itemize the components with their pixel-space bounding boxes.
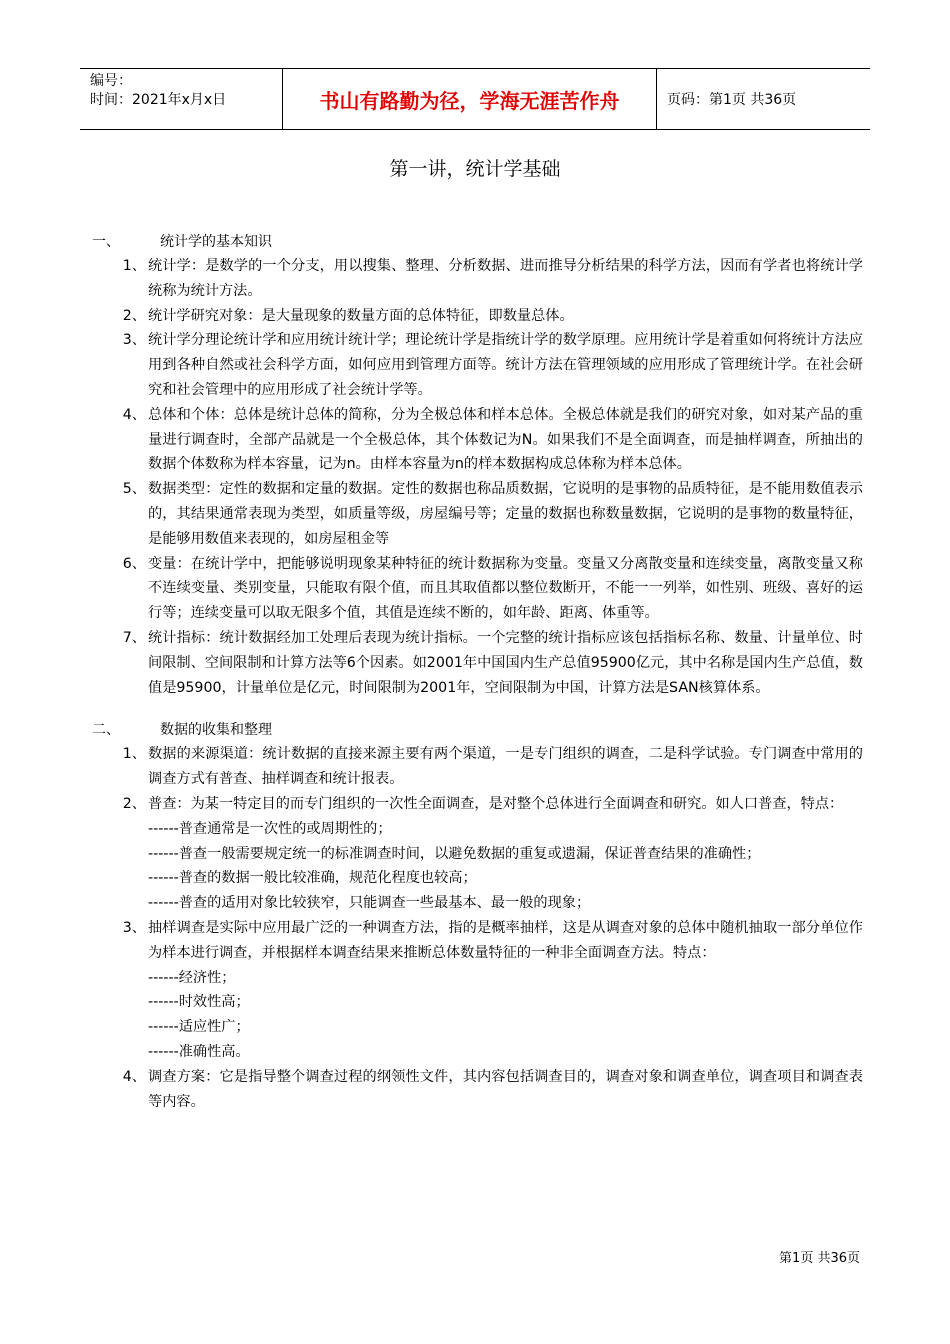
- header-page-info: 页码：第1页 共36页: [667, 92, 797, 108]
- bullet-line: ------准确性高。: [148, 1043, 250, 1060]
- list-item-text: 数据类型：定性的数据和定量的数据。定性的数据也称品质数据，它说明的是事物的品质特征，是不能用数值表示的，其结果通常表现为类型，如质量等级，房屋编号等；定量的数据也称数量数据，它说明的是事物的数量特征，是能够用数值来表现的，如房屋租金等: [148, 481, 863, 547]
- list-item-text: 抽样调查是实际中应用最广泛的一种调查方法，指的是概率抽样，这是从调查对象的总体中随机抽取一部分单位作为样本进行调查，并根据样本调查结果来推断总体数量特征的一种非全面调查方法。特点：: [148, 919, 863, 961]
- list-item-text: 统计学：是数学的一个分支，用以搜集、整理、分析数据、进而推导分析结果的科学方法，因而有学者也将统计学统称为统计方法。: [148, 258, 863, 299]
- list-item-number: 4、: [122, 406, 146, 423]
- list-item: [92, 916, 872, 966]
- page-header: [80, 68, 870, 130]
- list-item-text: 变量：在统计学中，把能够说明现象某种特征的统计数据称为变量。变量又分离散变量和连续变量，离散变量又称不连续变量、类别变量，只能取有限个值，而且其取值都以整位数断开，不能一一列举，如性别、班级、喜好的运行等；连续变量可以取无限多个值，其值是连续不断的，如年龄、距离、体重等。: [148, 555, 863, 622]
- time-label: 时间：2021年x月x日: [90, 92, 227, 108]
- page-title: 第一讲，统计学基础: [389, 158, 561, 180]
- bullet-line: ------普查的数据一般比较准确，规范化程度也较高；: [148, 870, 477, 887]
- bullet-line: ------时效性高；: [148, 994, 250, 1011]
- list-item: [92, 742, 872, 792]
- list-item-number: 4、: [122, 1068, 146, 1085]
- list-item: [92, 328, 872, 402]
- list-item-number: 3、: [122, 919, 146, 936]
- list-item: [92, 403, 872, 477]
- list-item: [92, 626, 872, 700]
- list-item-text: 普查：为某一特定目的而专门组织的一次性全面调查，是对整个总体进行全面调查和研究。如人口普查，特点：: [148, 795, 844, 812]
- list-item: [92, 792, 872, 817]
- list-item: [92, 254, 872, 304]
- list-item: [92, 477, 872, 551]
- header-meta: [80, 69, 282, 129]
- section-number: 一、: [92, 234, 120, 250]
- list-item-text: 总体和个体：总体是统计总体的简称，分为全极总体和样本总体。全极总体就是我们的研究对象，如对某产品的重量进行调查时，全部产品就是一个全极总体，其个体数记为N。如果我们不是全面调查，而是抽样调查，所抽出的数据个体数称为样本容量，记为n。由样本容量为n的样本数据构成总体称为样本总体。: [148, 406, 863, 473]
- list-item-text: 调查方案：它是指导整个调查过程的纲领性文件，其内容包括调查目的，调查对象和调查单位，调查项目和调查表等内容。: [148, 1068, 863, 1110]
- list-item-number: 2、: [122, 795, 146, 812]
- page-footer: 第1页 共36页: [779, 1251, 860, 1266]
- list-item-text: 统计学研究对象：是大量现象的数量方面的总体特征，即数量总体。: [148, 307, 574, 324]
- list-item-number: 7、: [122, 629, 146, 646]
- section-title: 统计学的基本知识: [160, 234, 272, 250]
- header-motto: 书山有路勤为径，学海无涯苦作舟: [282, 69, 657, 129]
- document-body: [92, 230, 872, 1132]
- section-heading: [92, 230, 872, 254]
- list-item-number: 1、: [122, 746, 146, 763]
- number-label: 编号：: [90, 73, 132, 89]
- list-item: [92, 552, 872, 626]
- list-item-number: 6、: [122, 555, 146, 572]
- section: [92, 718, 872, 1114]
- list-item-text: 统计指标：统计数据经加工处理后表现为统计指标。一个完整的统计指标应该包括指标名称、数量、计量单位、时间限制、空间限制和计算方法等6个因素。如2001年中国国内生产总值95900亿元，其中名称是国内生产总值，数值是95900，计量单位是亿元，时间限制为2001年，空间限制为中国，计算方法是SAN核算体系。: [148, 629, 863, 696]
- list-item-text: 数据的来源渠道：统计数据的直接来源主要有两个渠道，一是专门组织的调查，二是科学试验。专门调查中常用的调查方式有普查、抽样调查和统计报表。: [148, 746, 863, 788]
- list-item-number: 5、: [122, 481, 146, 498]
- list-item-number: 2、: [122, 307, 146, 324]
- bullet-line: ------普查通常是一次性的或周期性的；: [148, 820, 392, 837]
- list-item-text: 统计学分理论统计学和应用统计统计学；理论统计学是指统计学的数学原理。应用统计学是着重如何将统计方法应用到各种自然或社会科学方面，如何应用到管理方面等。统计方法在管理领域的应用形成了管理统计学。在社会研究和社会管理中的应用形成了社会统计学等。: [148, 332, 863, 398]
- bullet-line: ------普查的适用对象比较狭窄，只能调查一些最基本、最一般的现象；: [148, 895, 591, 912]
- list-item: [92, 1065, 872, 1115]
- bullet-line: ------适应性广；: [148, 1019, 250, 1036]
- section: [92, 230, 872, 700]
- list-item-number: 1、: [122, 258, 146, 274]
- section-number: 二、: [92, 722, 120, 739]
- bullet-line: ------经济性；: [148, 969, 236, 986]
- list-item: [92, 304, 872, 329]
- section-title: 数据的收集和整理: [160, 722, 272, 739]
- section-heading: [92, 718, 872, 742]
- list-item-number: 3、: [122, 332, 146, 349]
- bullet-line: ------普查一般需要规定统一的标准调查时间，以避免数据的重复或遗漏，保证普查结果的准确性；: [148, 845, 761, 862]
